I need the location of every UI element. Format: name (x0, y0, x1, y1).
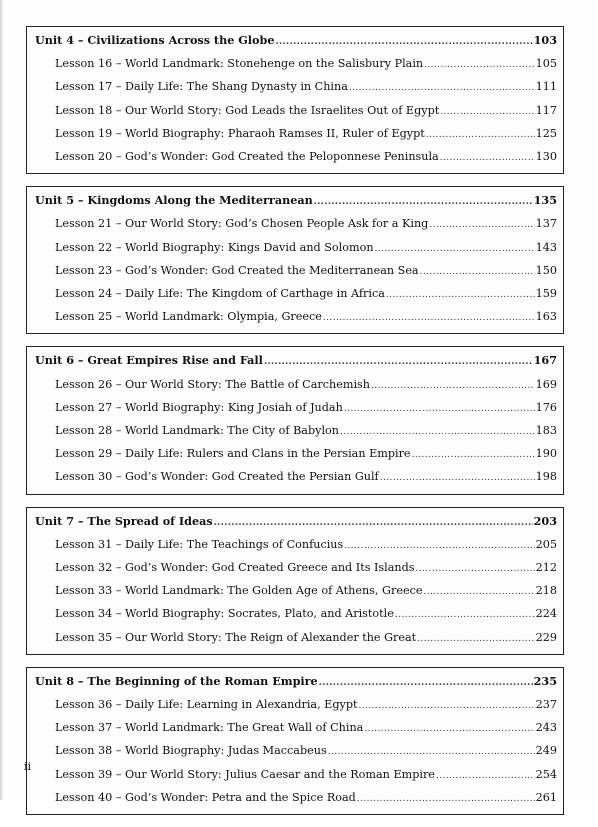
unit-section-5 (26, 186, 564, 334)
lesson-title: Lesson 23 – God’s Wonder: God Created the Mediterranean Sea (55, 263, 419, 277)
lesson-title: Lesson 21 – Our World Story: God’s Chosen People Ask for a King (55, 217, 429, 231)
page-edge-shadow (0, 0, 3, 800)
lesson-entry[interactable] (27, 260, 563, 283)
page-number: 103 (533, 33, 557, 47)
unit-title: Unit 4 – Civilizations Across the Globe (35, 33, 275, 47)
lesson-entry[interactable] (27, 237, 563, 260)
dot-leader (386, 285, 535, 306)
unit-title: Unit 6 – Great Empires Rise and Fall (35, 353, 263, 368)
lesson-title: Lesson 39 – Our World Story: Julius Caesar and the Roman Empire (55, 767, 435, 781)
dot-leader (424, 55, 535, 76)
page-number: 150 (535, 263, 557, 277)
dot-leader (412, 445, 535, 466)
lesson-entry[interactable] (27, 557, 563, 580)
page-number: 130 (535, 150, 557, 164)
page-number: 249 (535, 744, 557, 758)
dot-leader (423, 582, 534, 603)
page-number: 105 (535, 57, 557, 71)
lesson-entry[interactable] (27, 534, 563, 557)
lesson-title: Lesson 19 – World Biography: Pharaoh Ramses II, Ruler of Egypt (55, 126, 425, 140)
page-number: 212 (535, 561, 557, 575)
lesson-title: Lesson 40 – God’s Wonder: Petra and the Spice Road (55, 790, 356, 804)
dot-leader (417, 629, 534, 650)
page-number: 254 (535, 767, 557, 781)
lesson-title: Lesson 27 – World Biography: King Josiah of Judah (55, 400, 343, 414)
lesson-entry[interactable] (27, 764, 563, 787)
dot-leader (349, 78, 535, 99)
unit-heading[interactable] (27, 350, 563, 373)
page-number: 224 (535, 607, 557, 621)
dot-leader (314, 192, 533, 213)
unit-section-7 (26, 507, 564, 655)
unit-heading[interactable] (27, 511, 563, 534)
lesson-entry[interactable] (27, 717, 563, 740)
dot-leader (275, 32, 532, 53)
dot-leader (340, 422, 535, 443)
page-number: 159 (535, 287, 557, 301)
lesson-title: Lesson 35 – Our World Story: The Reign of Alexander the Great (55, 630, 417, 644)
lesson-title: Lesson 38 – World Biography: Judas Maccabeus (55, 744, 327, 758)
page-number: 190 (535, 447, 557, 461)
lesson-entry[interactable] (27, 306, 563, 329)
page-number: 137 (535, 217, 557, 231)
lesson-title: Lesson 17 – Daily Life: The Shang Dynasty in China (55, 80, 348, 94)
page-number: 205 (535, 537, 557, 551)
lesson-entry[interactable] (27, 53, 563, 76)
lesson-title: Lesson 28 – World Landmark: The City of Babylon (55, 424, 339, 438)
unit-heading[interactable] (27, 190, 563, 213)
dot-leader (429, 215, 534, 236)
lesson-title: Lesson 37 – World Landmark: The Great Wall of China (55, 721, 364, 735)
page-folio: ii (24, 760, 32, 773)
lesson-title: Lesson 30 – God’s Wonder: God Created the Persian Gulf (55, 470, 379, 484)
dot-leader (436, 766, 535, 787)
dot-leader (440, 102, 534, 123)
lesson-entry[interactable] (27, 787, 563, 810)
page-number: 235 (533, 673, 557, 688)
dot-leader (359, 696, 535, 717)
dot-leader (416, 559, 535, 580)
dot-leader (344, 399, 535, 420)
dot-leader (264, 352, 533, 373)
page-number: 163 (535, 310, 557, 324)
unit-heading[interactable] (27, 671, 563, 694)
lesson-title: Lesson 36 – Daily Life: Learning in Alexandria, Egypt (55, 698, 358, 712)
page-number: 203 (533, 513, 557, 528)
page-number: 198 (535, 470, 557, 484)
page-number: 229 (535, 630, 557, 644)
page-number: 167 (533, 353, 557, 368)
unit-section-6 (26, 346, 564, 494)
lesson-title: Lesson 18 – Our World Story: God Leads the Israelites Out of Egypt (55, 103, 440, 117)
dot-leader (371, 376, 535, 397)
page-number: 237 (535, 698, 557, 712)
dot-leader (328, 742, 535, 763)
page-number: 169 (535, 377, 557, 391)
dot-leader (440, 148, 535, 169)
lesson-title: Lesson 26 – Our World Story: The Battle of Carchemish (55, 377, 370, 391)
dot-leader (357, 789, 535, 810)
lesson-title: Lesson 25 – World Landmark: Olympia, Greece (55, 310, 322, 324)
lesson-entry[interactable] (27, 627, 563, 650)
dot-leader (420, 262, 535, 283)
lesson-entry[interactable] (27, 123, 563, 146)
lesson-entry[interactable] (27, 213, 563, 236)
lesson-entry[interactable] (27, 374, 563, 397)
dot-leader (214, 513, 533, 534)
lesson-entry[interactable] (27, 397, 563, 420)
dot-leader (364, 719, 534, 740)
page-number: 243 (535, 721, 557, 735)
dot-leader (323, 308, 535, 329)
lesson-title: Lesson 31 – Daily Life: The Teachings of Confucius (55, 537, 344, 551)
table-of-contents (26, 26, 564, 827)
lesson-entry[interactable] (27, 740, 563, 763)
lesson-title: Lesson 34 – World Biography: Socrates, Plato, and Aristotle (55, 607, 394, 621)
unit-title: Unit 5 – Kingdoms Along the Mediterranean (35, 193, 313, 208)
lesson-title: Lesson 22 – World Biography: Kings David and Solomon (55, 240, 374, 254)
lesson-entry[interactable] (27, 420, 563, 443)
lesson-title: Lesson 33 – World Landmark: The Golden Age of Athens, Greece (55, 584, 423, 598)
lesson-entry[interactable] (27, 100, 563, 123)
dot-leader (375, 239, 535, 260)
page-number: 125 (535, 126, 557, 140)
page-number: 111 (535, 80, 557, 94)
dot-leader (319, 673, 533, 694)
page-number: 117 (535, 103, 557, 117)
lesson-title: Lesson 16 – World Landmark: Stonehenge on the Salisbury Plain (55, 57, 424, 71)
lesson-entry[interactable] (27, 603, 563, 626)
lesson-title: Lesson 29 – Daily Life: Rulers and Clans in the Persian Empire (55, 447, 411, 461)
unit-section-4 (26, 26, 564, 174)
page-number: 218 (535, 584, 557, 598)
lesson-title: Lesson 24 – Daily Life: The Kingdom of Carthage in Africa (55, 287, 385, 301)
dot-leader (395, 605, 535, 626)
lesson-entry[interactable] (27, 283, 563, 306)
lesson-entry[interactable] (27, 146, 563, 169)
page-number: 135 (533, 193, 557, 208)
unit-heading[interactable] (27, 30, 563, 53)
unit-title: Unit 7 – The Spread of Ideas (35, 513, 213, 528)
lesson-entry[interactable] (27, 580, 563, 603)
lesson-title: Lesson 20 – God’s Wonder: God Created the Peloponnese Peninsula (55, 150, 439, 164)
page-number: 143 (535, 240, 557, 254)
dot-leader (380, 468, 535, 489)
page-number: 183 (535, 424, 557, 438)
lesson-entry[interactable] (27, 466, 563, 489)
lesson-title: Lesson 32 – God’s Wonder: God Created Greece and Its Islands (55, 561, 415, 575)
dot-leader (426, 125, 535, 146)
lesson-entry[interactable] (27, 76, 563, 99)
lesson-entry[interactable] (27, 443, 563, 466)
page-number: 261 (535, 790, 557, 804)
lesson-entry[interactable] (27, 694, 563, 717)
unit-section-8 (26, 667, 564, 815)
page-number: 176 (535, 400, 557, 414)
dot-leader (344, 536, 534, 557)
unit-title: Unit 8 – The Beginning of the Roman Empire (35, 673, 318, 688)
